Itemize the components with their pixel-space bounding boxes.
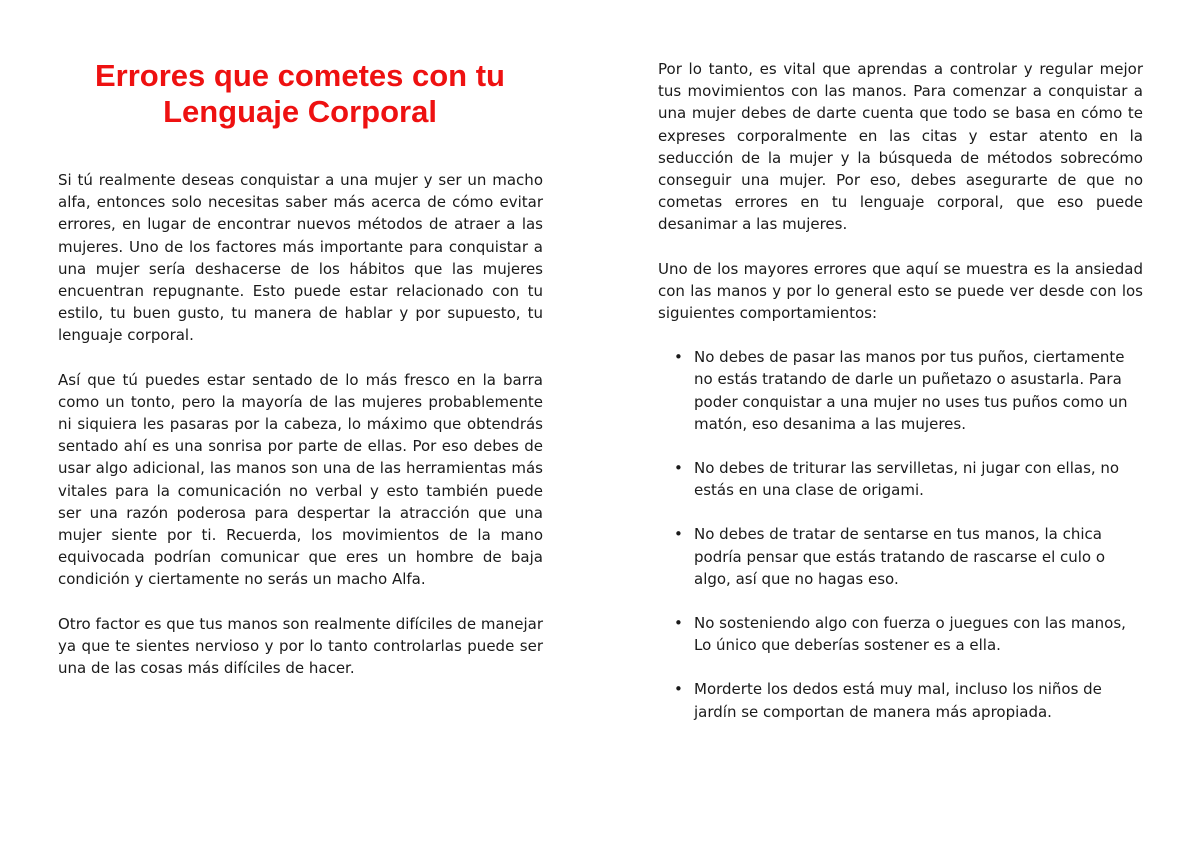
list-item-text: No debes de tratar de sentarse en tus manos, la chica podría pensar que estás tratando de rascarse el culo o algo, así que no hagas eso.: [694, 525, 1106, 588]
list-item: [674, 457, 1143, 501]
list-item: [674, 523, 1143, 590]
paragraph: Otro factor es que tus manos son realmente difíciles de manejar ya que te sientes nervioso y por lo tanto controlarlas puede ser una de las cosas más difíciles de hacer.: [58, 614, 543, 678]
list-item-text: No debes de triturar las servilletas, ni jugar con ellas, no estás en una clase de origami.: [694, 459, 1120, 500]
paragraph: Así que tú puedes estar sentado de lo más fresco en la barra como un tonto, pero la mayoría de las mujeres probablemente ni siquiera les pasaras por la cabeza, lo máximo que obtendrás sentado ahí es una sonrisa por parte de ellas. Por eso debes de usar algo adicional, las manos son una de las herramientas más vitales para la comunicación no verbal y esto también puede ser una razón poderosa para despertar la atracción que una mujer siente por ti. Recuerda, los movimientos de la mano equivocada podrían comunicar que eres un hombre de baja condición y ciertamente no serás un macho Alfa.: [58, 370, 543, 589]
list-item-text: No debes de pasar las manos por tus puños, ciertamente no estás tratando de darle un puñetazo o asustarla. Para poder conquistar a una mujer no uses tus puños como un matón, eso desanima a las mujeres.: [694, 348, 1128, 433]
right-page: [600, 0, 1200, 849]
left-body: [58, 169, 543, 701]
list-item: [674, 678, 1143, 722]
bullet-icon: •: [674, 348, 683, 367]
paragraph: Si tú realmente deseas conquistar a una mujer y ser un macho alfa, entonces solo necesitas saber más acerca de cómo evitar errores, en lugar de encontrar nuevos métodos de atraer a las mujeres. Uno de los factores más importante para conquistar a una mujer sería deshacerse de los hábitos que las mujeres encuentran repugnante. Esto puede estar relacionado con tu estilo, tu buen gusto, tu manera de hablar y por supuesto, tu lenguaje corporal.: [58, 171, 543, 345]
bullet-icon: •: [674, 525, 683, 544]
paragraph: Uno de los mayores errores que aquí se muestra es la ansiedad con las manos y por lo general esto se puede ver desde con los siguientes comportamientos:: [658, 259, 1143, 323]
bullet-list: [658, 346, 1143, 723]
list-item-text: No sosteniendo algo con fuerza o juegues con las manos, Lo único que deberías sostener es a ella.: [694, 614, 1126, 655]
list-item-text: Morderte los dedos está muy mal, incluso los niños de jardín se comportan de manera más apropiada.: [694, 680, 1102, 721]
list-item: [674, 346, 1143, 435]
paragraph: Por lo tanto, es vital que aprendas a controlar y regular mejor tus movimientos con las manos. Para comenzar a conquistar a una mujer debes de darte cuenta que todo se basa en cómo te expreses corporalmente en las citas y estar atento en la seducción de la mujer y la búsqueda de métodos sobrecómo conseguir una mujer. Por eso, debes asegurarte de que no cometas errores en tu lenguaje corporal, que eso puede desanimar a las mujeres.: [658, 60, 1143, 234]
list-item: [674, 612, 1143, 656]
right-body: [658, 58, 1143, 745]
bullet-icon: •: [674, 614, 683, 633]
page-title: Errores que cometes con tu Lenguaje Corporal: [94, 58, 505, 129]
bullet-icon: •: [674, 680, 683, 699]
bullet-icon: •: [674, 459, 683, 478]
